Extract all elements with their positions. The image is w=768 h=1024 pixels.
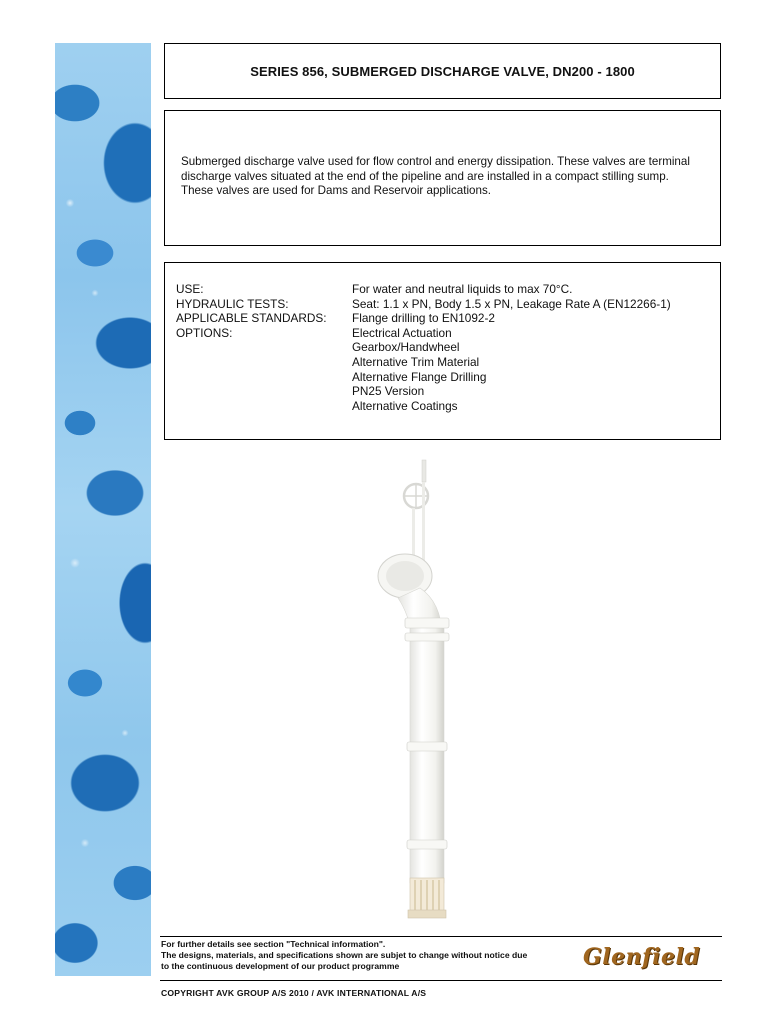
spec-label-hydraulic: HYDRAULIC TESTS: bbox=[176, 296, 289, 311]
spec-value-use: For water and neutral liquids to max 70°C. bbox=[352, 282, 573, 296]
description-text: Submerged discharge valve used for flow control and energy dissipation. These valves are terminal discharge valves situated at the end of the pipeline and are installed in a compact stilling sump. These valves are used for Dams and Reservoir applications. bbox=[181, 155, 690, 198]
spec-row-standards bbox=[176, 311, 710, 326]
spec-value-hydraulic: Seat: 1.1 x PN, Body 1.5 x PN, Leakage Rate A (EN12266-1) bbox=[352, 296, 671, 311]
specifications-box bbox=[164, 262, 721, 440]
logo-text: Glenfield bbox=[583, 944, 701, 970]
spec-row-hydraulic bbox=[176, 297, 710, 312]
spec-label-use: USE: bbox=[176, 282, 204, 296]
option-item: Electrical Actuation bbox=[352, 325, 452, 340]
copyright-text: COPYRIGHT AVK GROUP A/S 2010 / AVK INTERNATIONAL A/S bbox=[161, 988, 427, 998]
spec-label-options: OPTIONS: bbox=[176, 325, 233, 340]
page-title: SERIES 856, SUBMERGED DISCHARGE VALVE, DN200 - 1800 bbox=[250, 63, 635, 79]
footer-note-line: The designs, materials, and specifications shown are subjet to change without notice due bbox=[161, 950, 528, 960]
option-item: Alternative Coatings bbox=[352, 398, 458, 413]
description-box bbox=[164, 110, 721, 246]
option-item: Gearbox/Handwheel bbox=[352, 340, 460, 355]
spec-value-standards: Flange drilling to EN1092-2 bbox=[352, 311, 495, 326]
spec-row-use bbox=[176, 282, 710, 297]
footer-note-line: For further details see section "Technical information". bbox=[161, 939, 386, 949]
water-background-strip bbox=[55, 43, 151, 976]
footer-divider-bottom bbox=[160, 980, 722, 981]
option-item: Alternative Trim Material bbox=[352, 354, 480, 369]
spec-row-options bbox=[176, 326, 710, 414]
footer-notes bbox=[161, 939, 581, 972]
glenfield-logo bbox=[583, 944, 723, 976]
option-item: PN25 Version bbox=[352, 384, 425, 399]
footer-note-line: to the continuous development of our product programme bbox=[161, 961, 400, 971]
spec-label-standards: APPLICABLE STANDARDS: bbox=[176, 311, 327, 326]
options-list bbox=[352, 326, 710, 414]
footer-divider-top bbox=[160, 936, 722, 937]
option-item: Alternative Flange Drilling bbox=[352, 369, 487, 384]
valve-product-image bbox=[350, 458, 470, 928]
title-box bbox=[164, 43, 721, 99]
